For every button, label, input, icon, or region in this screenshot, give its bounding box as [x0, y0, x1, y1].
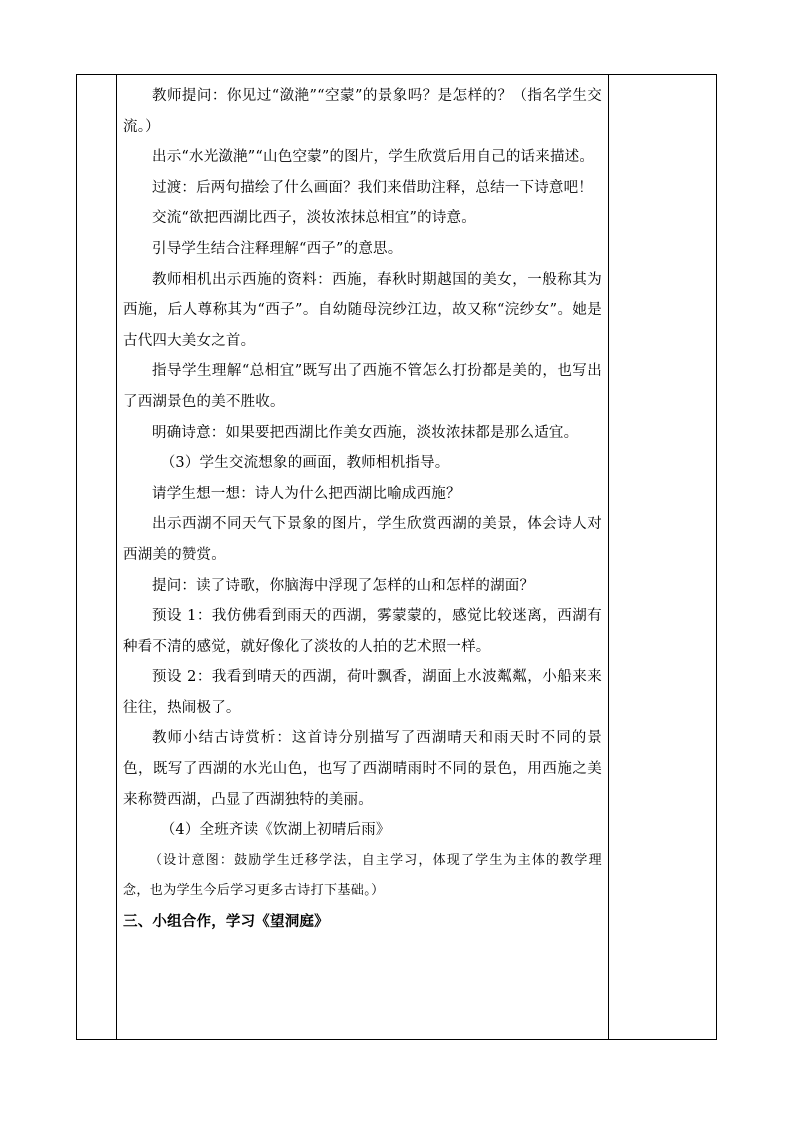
paragraph: 引导学生结合注释理解“西子”的意思。: [152, 240, 403, 257]
table-left-column: [77, 75, 117, 1039]
paragraph: 教师相机出示西施的资料：西施，春秋时期越国的美女，一般称其为西施，后人尊称其为“西子”。自幼随母浣纱江边，故又称“浣纱女”。她是古代四大美女之首。: [123, 271, 602, 349]
paragraph: 出示“水光潋滟”“山色空蒙”的图片，学生欣赏后用自己的话来描述。: [152, 149, 595, 166]
section-heading: 三、小组合作，学习《望洞庭》: [123, 914, 329, 931]
paragraph: 预设 1：我仿佛看到雨天的西湖，雾蒙蒙的，感觉比较迷离，西湖有种看不清的感觉，就好像化了淡妆的人拍的艺术照一样。: [123, 608, 602, 655]
paragraph: 教师提问：你见过“潋滟”“空蒙”的景象吗？是怎样的？（指名学生交流。）: [123, 88, 602, 135]
paragraph: （3）学生交流想象的画面，教师相机指导。: [160, 455, 450, 472]
paragraph: 请学生想一想：诗人为什么把西湖比喻成西施？: [152, 485, 461, 502]
table-right-column: [608, 75, 716, 1039]
table-content-cell: [117, 75, 610, 1039]
paragraph: （4）全班齐读《饮湖上初晴后雨》: [160, 822, 391, 839]
paragraph: 过渡：后两句描绘了什么画面？我们来借助注释，总结一下诗意吧！: [152, 179, 593, 196]
paragraph: 明确诗意：如果要把西湖比作美女西施，淡妆浓抹都是那么适宜。: [152, 424, 579, 441]
paragraph: 提问：读了诗歌，你脑海中浮现了怎样的山和怎样的湖面？: [152, 577, 535, 594]
paragraph: 出示西湖不同天气下景象的图片，学生欣赏西湖的美景，体会诗人对西湖美的赞赏。: [123, 516, 602, 563]
paragraph: 交流“欲把西湖比西子，淡妆浓抹总相宜”的诗意。: [152, 210, 476, 227]
paragraph: 指导学生理解“总相宜”既写出了西施不管怎么打扮都是美的，也写出了西湖景色的美不胜收。: [123, 363, 602, 410]
design-intent-note: （设计意图：鼓励学生迁移学法，自主学习，体现了学生为主体的教学理念，也为学生今后学习更多古诗打下基础。）: [123, 852, 602, 899]
paragraph: 预设 2：我看到晴天的西湖，荷叶飘香，湖面上水波粼粼，小船来来往往，热闹极了。: [123, 669, 602, 716]
paragraph: 教师小结古诗赏析：这首诗分别描写了西湖晴天和雨天时不同的景色，既写了西湖的水光山色，也写了西湖晴雨时不同的景色，用西施之美来称赞西湖，凸显了西湖独特的美丽。: [123, 730, 602, 808]
lesson-table: [76, 74, 717, 1040]
